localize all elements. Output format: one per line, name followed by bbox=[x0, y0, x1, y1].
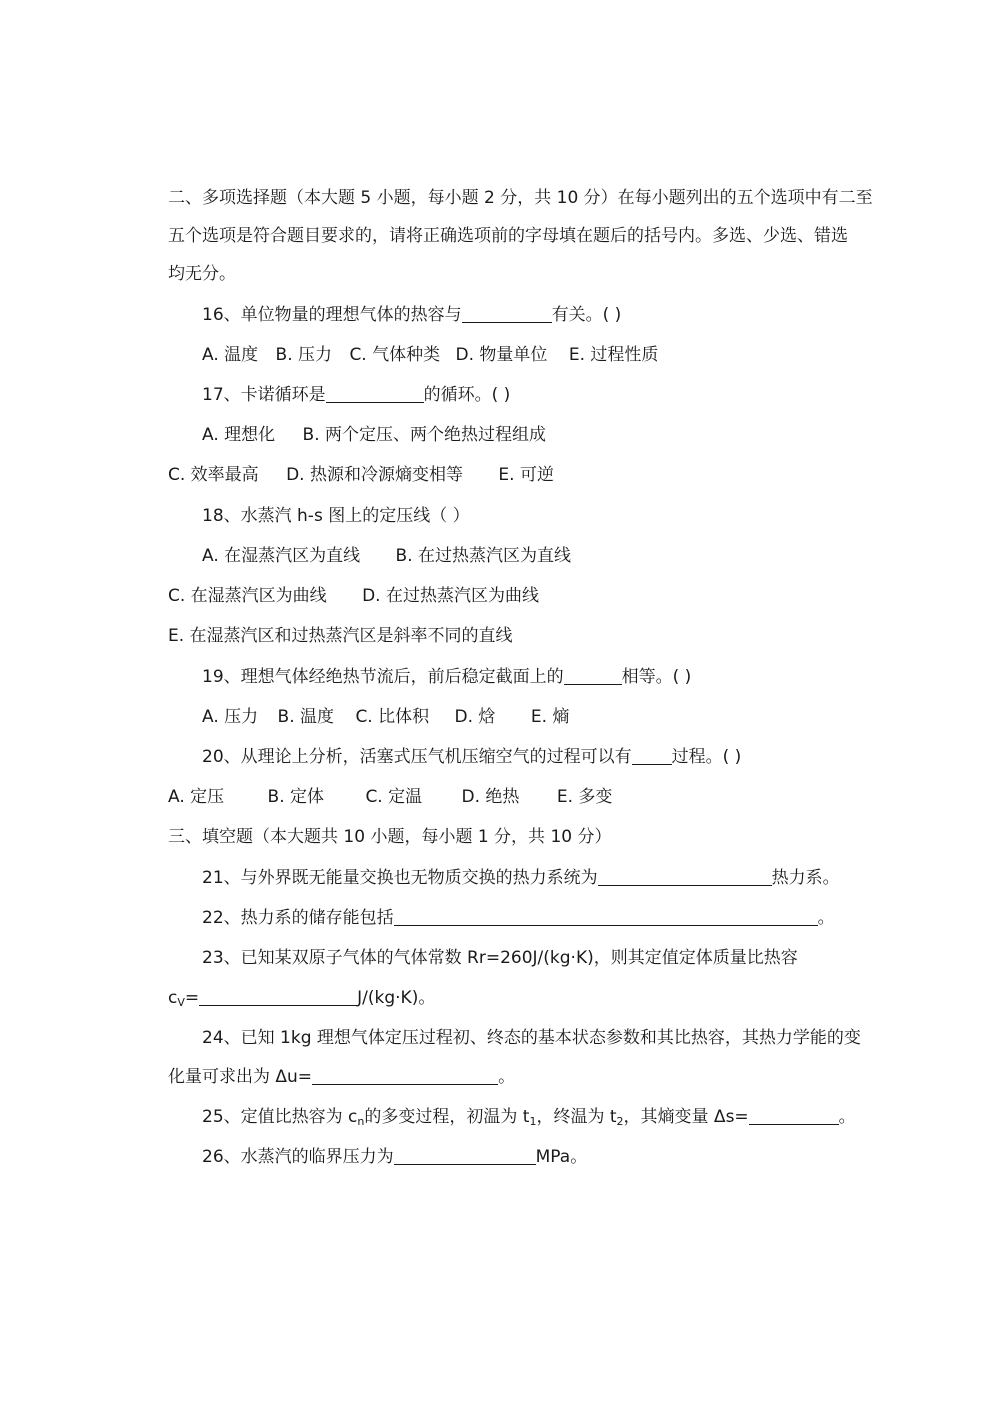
answer-blank bbox=[199, 987, 357, 1006]
option: C. 比体积 bbox=[355, 707, 430, 727]
answer-blank bbox=[394, 907, 818, 926]
answer-blank bbox=[632, 746, 672, 765]
option: B. 在过热蒸汽区为直线 bbox=[395, 546, 572, 566]
question-17-options-row2 bbox=[168, 463, 554, 487]
question-19-options bbox=[202, 705, 569, 729]
option: C. 在湿蒸汽区为曲线 bbox=[168, 586, 327, 606]
question-17-stem: 17、卡诺循环是 的循环。( ) bbox=[202, 385, 511, 405]
option: A. 温度 bbox=[202, 345, 259, 365]
question-23-line2: $c_V= J/(kg\cdot K)$。 bbox=[168, 988, 436, 1009]
question-18-options-row2 bbox=[168, 584, 539, 608]
option: E. 可逆 bbox=[498, 465, 554, 485]
question-20-options bbox=[168, 785, 612, 809]
option: A. 在湿蒸汽区为直线 bbox=[202, 546, 361, 566]
answer-blank bbox=[598, 867, 772, 886]
option: B. 两个定压、两个绝热过程组成 bbox=[302, 425, 547, 445]
option: E. 多变 bbox=[556, 787, 613, 807]
question-23-line1: 23、已知某双原子气体的气体常数 Rr=260J/(kg·K)，则其定值定体质量比热容 bbox=[202, 948, 798, 968]
question-17-options-row1 bbox=[202, 423, 546, 447]
question-18-options-row1 bbox=[202, 544, 571, 568]
option: B. 定体 bbox=[267, 787, 325, 807]
question-16-stem: 16、单位物量的理想气体的热容与 有关。( ) bbox=[202, 305, 622, 325]
option: A. 压力 bbox=[202, 707, 259, 727]
option: A. 定压 bbox=[168, 787, 225, 807]
option: E. 熵 bbox=[530, 707, 570, 727]
option: C. 定温 bbox=[365, 787, 423, 807]
option: D. 焓 bbox=[454, 707, 496, 727]
option: B. 压力 bbox=[275, 345, 333, 365]
option: D. 热源和冷源熵变相等 bbox=[286, 465, 463, 485]
option: C. 效率最高 bbox=[168, 465, 259, 485]
question-19-stem: 19、理想气体经绝热节流后，前后稳定截面上的 相等。( ) bbox=[202, 667, 692, 687]
option: E. 过程性质 bbox=[568, 345, 659, 365]
section2-header-line2: 五个选项是符合题目要求的，请将正确选项前的字母填在题后的括号内。多选、少选、错选 bbox=[168, 226, 848, 246]
section2-header-line1: 二、多项选择题（本大题 5 小题，每小题 2 分，共 10 分）在每小题列出的五个选项中有二至 bbox=[168, 188, 873, 208]
question-24-line1: 24、已知 1kg 理想气体定压过程初、终态的基本状态参数和其比热容，其热力学能的变 bbox=[202, 1028, 861, 1048]
answer-blank bbox=[564, 666, 622, 685]
option: C. 气体种类 bbox=[349, 345, 441, 365]
option: A. 理想化 bbox=[202, 425, 276, 445]
option: D. 绝热 bbox=[461, 787, 520, 807]
question-18-option-e: E. 在湿蒸汽区和过热蒸汽区是斜率不同的直线 bbox=[168, 626, 513, 646]
question-22: 22、热力系的储存能包括 。 bbox=[202, 908, 835, 928]
answer-blank bbox=[394, 1146, 536, 1165]
section2-header-line3: 均无分。 bbox=[168, 264, 236, 284]
question-26: 26、水蒸汽的临界压力为 MPa。 bbox=[202, 1147, 588, 1167]
question-18-stem: 18、水蒸汽 h-s 图上的定压线（ ） bbox=[202, 506, 470, 526]
answer-blank bbox=[326, 384, 424, 403]
option: B. 温度 bbox=[277, 707, 335, 727]
answer-blank bbox=[312, 1066, 498, 1085]
question-25: 25、定值比热容为 $c_n$的多变过程，初温为 $t_1$，终温为 $t_2$，其熵变量 Δs= 。 bbox=[202, 1107, 856, 1128]
answer-blank bbox=[749, 1106, 839, 1125]
option: D. 物量单位 bbox=[455, 345, 548, 365]
option: D. 在过热蒸汽区为曲线 bbox=[362, 586, 539, 606]
question-20-stem: 20、从理论上分析，活塞式压气机压缩空气的过程可以有 过程。( ) bbox=[202, 747, 742, 767]
question-24-line2: 化量可求出为 Δu= 。 bbox=[168, 1067, 516, 1087]
answer-blank bbox=[462, 304, 552, 323]
question-21: 21、与外界既无能量交换也无物质交换的热力系统为 热力系。 bbox=[202, 868, 840, 888]
section3-header: 三、填空题（本大题共 10 小题，每小题 1 分，共 10 分） bbox=[168, 827, 612, 847]
question-16-options bbox=[202, 343, 658, 367]
